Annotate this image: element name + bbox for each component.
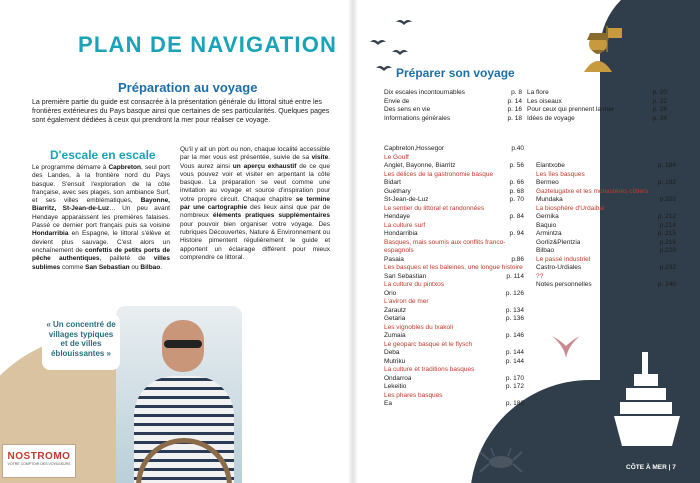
column-1-run: , seul port des Landes, à la frontière nord du Pays basque. S'ensuit l'exploration de la côte française, avec ses plages, son ambiance Surf, et ses villes emblématiques, <box>32 164 170 205</box>
toc-entry-label: Mundaka <box>536 196 563 203</box>
toc-entry-page: p.214 <box>659 221 676 229</box>
toc-entry-page: p. 26 <box>652 106 667 113</box>
toc-entry-page: p. 184 <box>657 162 676 169</box>
toc-entry-label: Lekeitio <box>384 383 407 390</box>
toc-entry-label: Capbreton,Hossegor <box>384 145 444 152</box>
toc-entry-label: Elantxobe <box>536 162 565 169</box>
toc-entry-page: p. 215 <box>657 230 676 237</box>
toc-entry-page: p. 22 <box>652 97 667 105</box>
toc-subtopic: La culture et traditions basques <box>384 366 475 373</box>
toc-entry-label: Gernika <box>536 213 559 220</box>
toc-entry-page: p. 212 <box>657 213 676 220</box>
toc-entry-label: Anglet, Bayonne, Biarritz <box>384 162 456 169</box>
toc-entry-label: Bermeo <box>536 179 559 186</box>
column-1-run: , pailleté de <box>99 255 154 263</box>
toc-subtopic: Les îles basques <box>536 170 585 178</box>
column-2-run: des lieux ainsi que par de nombreux <box>180 204 330 220</box>
toc-entry-label: Pour ceux qui prennent la mer <box>527 106 615 113</box>
toc-subtopic: Le Gouff <box>384 153 409 161</box>
column-1-run: villes sublimes <box>32 255 170 271</box>
toc-subtopic: Les vignobles du txakoli <box>384 323 454 331</box>
toc-entry-page: p. 34 <box>652 114 667 122</box>
page-title: PLAN DE NAVIGATION <box>78 32 338 57</box>
toc-entry-page: p. 192 <box>657 179 676 186</box>
toc-entry-page: p. 114 <box>506 272 524 280</box>
toc-entry-label: Mutriku <box>384 357 406 365</box>
nostromo-logo <box>2 444 76 478</box>
toc-entry-page: p.40 <box>511 145 524 152</box>
toc-subtopic: Les basques et les baleines, une longue histoire <box>384 264 523 271</box>
toc-subtopic: Gaztelugatxe et les monastères côtiers <box>536 187 649 195</box>
toc-subtopic: L'aviron de mer <box>384 298 429 305</box>
toc-entry <box>384 349 524 358</box>
toc-entry-label: Zumaia <box>384 332 406 339</box>
toc-entry <box>384 98 522 107</box>
toc-entry-page: p. 144 <box>505 357 524 365</box>
column-1-run: Capbreton <box>108 164 141 171</box>
toc-entry <box>527 106 667 115</box>
toc-entry-label: Castro-Urdiales <box>536 264 582 271</box>
toc-entry-page: p. 182 <box>505 400 524 407</box>
logo-tagline: VOTRE COMPTOIR DES VOYAGEURS <box>7 462 71 466</box>
column-1-run: San Sebastian <box>85 263 130 271</box>
toc-entry-page: p. 68 <box>509 187 524 195</box>
toc-entry-label: Envie de <box>384 97 410 105</box>
toc-entry-label: Zarautz <box>384 306 407 314</box>
toc-entry <box>384 273 524 282</box>
toc-entry <box>536 230 676 239</box>
toc-entry-label: Ondarroa <box>384 374 412 382</box>
toc-entry <box>536 264 676 273</box>
toc-entry <box>384 162 524 171</box>
column-1-run: Hondarribia <box>32 230 69 238</box>
toc-entry-label: Orio <box>384 289 397 297</box>
toc-right-top-list <box>527 89 667 123</box>
toc-entry-label: Hondarribia <box>384 230 418 237</box>
toc-entry-page: p. 56 <box>509 162 524 169</box>
toc-entry-label: Pasaia <box>384 255 404 263</box>
toc-entry-page: p. 84 <box>509 213 524 220</box>
toc-subtopic: ?? <box>536 272 544 280</box>
toc-entry-label: Des sens en vie <box>384 106 431 113</box>
column-1-run: Bayonne, Biarritz, St-Jean-de-Luz <box>32 197 170 213</box>
toc-entry-label: Notes personnelles <box>536 281 592 288</box>
toc-subtopic: Les délices de la gastronomie basque <box>384 170 494 178</box>
toc-entry-page: p. 144 <box>505 349 524 356</box>
toc-subtopic: Les phares basques <box>384 391 443 399</box>
toc-entry <box>384 256 524 265</box>
page-gutter <box>348 0 358 483</box>
section-heading-escale: D'escale en escale <box>50 148 156 162</box>
body-column-2 <box>180 146 330 262</box>
toc-entry <box>384 230 524 239</box>
toc-subtopic: La biosphère d'Urdaibai <box>536 204 605 212</box>
toc-entry-page: p.220 <box>659 247 676 254</box>
column-2-run: un aperçu exhaustif <box>232 162 297 170</box>
column-2-run: pour pouvoir bien organiser votre voyage. Des rubriques Découvertes, Nature & Environnement ou Histoire pimentent régulièrement le guide et apportent un éclairage différent pour mieux comprendre ce littoral. <box>180 220 330 261</box>
toc-entry <box>384 290 524 299</box>
toc-entry-page: p. 240 <box>657 281 676 288</box>
column-1-run: … Un peu avant Hendaye apparaissent les premières falaises. Passé ce dernier port français puis sa voisine <box>32 205 170 230</box>
toc-entry-page: p. 146 <box>505 332 524 339</box>
column-1-run: ou <box>129 263 141 271</box>
toc-entry-page: p. 126 <box>505 289 524 297</box>
toc-entry-label: Dix escales incontournables <box>384 89 465 96</box>
toc-entry-label: Baquio <box>536 221 557 229</box>
toc-entry-page: p. 172 <box>505 383 524 390</box>
lobster-icon <box>478 446 524 476</box>
column-1-run: confettis de petits ports de pêche authentiques <box>32 246 170 263</box>
toc-entry-page: p. 170 <box>505 374 524 382</box>
toc-entry-page: p.232 <box>659 264 676 271</box>
toc-entry <box>536 247 676 256</box>
toc-subtopic: Le passé industriel <box>536 255 591 263</box>
toc-right-bottom-list <box>536 162 676 290</box>
toc-entry <box>384 145 524 154</box>
toc-entry <box>384 375 524 384</box>
toc-entry-label: Idées de voyage <box>527 114 575 122</box>
toc-entry-label: Armintza <box>536 230 562 237</box>
column-1-run: Le programme démarre à <box>32 164 109 171</box>
toc-entry-label: Bilbao <box>536 247 555 254</box>
toc-entry-label: La flore <box>527 89 549 96</box>
toc-entry <box>384 315 524 324</box>
toc-entry-label: Les oiseaux <box>527 97 562 105</box>
toc-entry-label: Informations générales <box>384 114 451 122</box>
toc-entry <box>527 89 667 98</box>
toc-entry-page: p. 18 <box>507 114 522 122</box>
column-2-run: visite <box>311 154 329 162</box>
toc-entry-label: Bidart <box>384 179 401 186</box>
toc-entry-label: San Sebastian <box>384 272 427 280</box>
toc-entry <box>384 383 524 392</box>
column-1-run: comme <box>60 263 86 271</box>
column-1-run: Bilbao <box>140 263 161 271</box>
column-2-run: de ce que vous pouvez voir et visiter en arpentant la côte basque. La préparation se veut comme une invitation au voyage et source d'inspiration pour votre propre circuit. Chaque chapitre <box>180 162 331 203</box>
toc-entry-label: Guéthary <box>384 187 411 195</box>
toc-entry <box>536 196 676 205</box>
toc-entry-label: Hendaye <box>384 213 411 220</box>
ship-icon <box>612 348 682 448</box>
toc-entry <box>384 307 524 316</box>
toc-subtopic: La culture surf <box>384 221 426 229</box>
toc-entry <box>536 239 676 248</box>
toc-entry-page: p. 136 <box>505 315 524 322</box>
toc-entry-label: Getaria <box>384 315 406 322</box>
toc-entry <box>384 115 522 124</box>
toc-subtopic: Basques, mais soumis aux conflits franco-espagnols <box>384 238 506 254</box>
toc-entry-page: p. 66 <box>509 179 524 186</box>
section-heading-preparation: Préparation au voyage <box>118 80 258 95</box>
pirate-icon <box>582 24 628 74</box>
toc-entry-page: p.202 <box>659 196 676 203</box>
toc-entry <box>536 162 676 171</box>
toc-entry <box>384 196 524 205</box>
column-1-run: . <box>160 263 163 271</box>
toc-title: Préparer son voyage <box>396 66 515 80</box>
toc-entry <box>384 213 524 222</box>
toc-intro-list <box>384 89 522 123</box>
toc-entry-page: p. 14 <box>507 97 522 105</box>
toc-entry-label: Ea <box>384 400 392 407</box>
column-2-run: . Vous aurez ainsi <box>180 154 330 170</box>
toc-entry-page: p. 20 <box>652 89 667 96</box>
toc-entry <box>536 213 676 222</box>
toc-entry <box>384 179 524 188</box>
pull-quote: « Un concentré de villages typiques et de villes éblouissantes » <box>42 314 120 370</box>
toc-entry <box>384 89 522 98</box>
column-1-run: en Espagne, le littoral s'élève et devient plus sauvage. C'est alors un enchaînement de <box>32 230 170 254</box>
toc-subtopic: La culture du pintxos <box>384 281 444 288</box>
body-column-1 <box>32 164 170 272</box>
skipper-photo <box>116 306 242 483</box>
logo-name: NOSTROMO <box>7 451 71 462</box>
toc-entry <box>384 106 522 115</box>
intro-paragraph: La première partie du guide est consacrée à la présentation générale du littoral situé entre les frontières extérieures du Pays basque ainsi que certaines de ses particularités. Quelques pages sont également dédiées à ceux qui prendront la mer pour réaliser ce voyage. <box>32 99 330 124</box>
toc-entry-page: p. 16 <box>507 106 522 113</box>
toc-entry <box>536 179 676 188</box>
toc-entry <box>527 115 667 124</box>
page-footer: CÔTE À MER | 7 <box>626 464 676 471</box>
toc-entry-page: p. 70 <box>509 196 524 203</box>
toc-subtopic: Le sentier du littoral et randonnées <box>384 204 485 212</box>
toc-ports-list <box>384 145 524 409</box>
column-2-run: se termine par une cartographie <box>180 195 330 212</box>
toc-entry-page: p. 134 <box>505 306 524 314</box>
toc-entry-page: p.86 <box>511 255 524 263</box>
toc-entry-page: p. 8 <box>511 89 522 96</box>
toc-entry <box>536 222 676 231</box>
toc-entry <box>384 358 524 367</box>
toc-entry <box>536 281 676 290</box>
toc-entry-label: Gorliz&Plentzia <box>536 238 581 246</box>
toc-entry <box>384 188 524 197</box>
whale-tail-icon <box>546 320 586 360</box>
toc-entry-page: p. 94 <box>509 230 524 237</box>
toc-entry <box>527 98 667 107</box>
toc-entry-label: St-Jean-de-Luz <box>384 196 429 203</box>
toc-subtopic: Le geoparc basque et le flysch <box>384 340 473 348</box>
toc-entry-page: p.216 <box>659 238 676 246</box>
column-2-run: éléments pratiques supplémentaires <box>212 212 330 220</box>
toc-entry-label: Deba <box>384 349 400 356</box>
toc-entry <box>384 332 524 341</box>
column-2-run: Qu'il y ait un port ou non, chaque localité accessible par la mer vous est présentée, suivie de sa <box>180 146 330 162</box>
toc-entry <box>384 400 524 409</box>
